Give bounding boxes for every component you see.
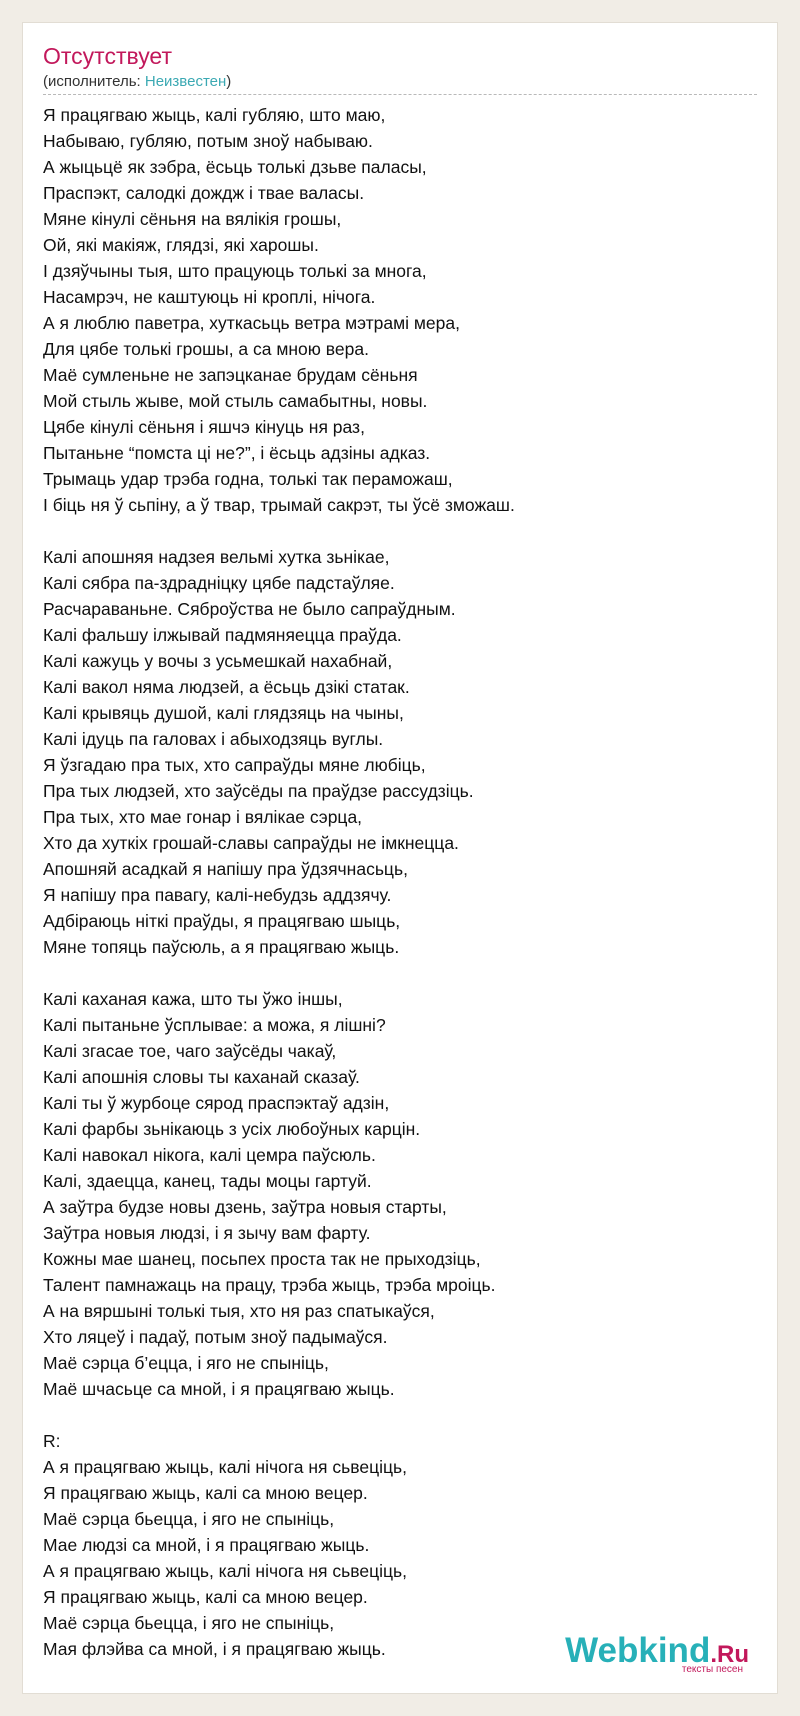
lyric-line: Я працягваю жыць, калі са мною вецер. <box>43 1483 368 1503</box>
title-divider <box>43 94 757 95</box>
brand-tagline: тексты песен <box>681 1664 743 1675</box>
brand-name-text: Webkind <box>565 1631 711 1670</box>
lyric-line: Набываю, губляю, потым зноў набываю. <box>43 131 373 151</box>
lyric-line: Праспэкт, салодкі дождж і твае валасы. <box>43 183 365 203</box>
lyric-line: А жыцьцё як зэбра, ёсьць толькі дзьве паласы, <box>43 157 427 177</box>
lyric-line: Калі згасае тое, чаго заўсёды чакаў, <box>43 1041 337 1061</box>
stanza-gap <box>43 518 759 544</box>
lyric-line: Кожны мае шанец, посьпех проста так не прыходзіць, <box>43 1249 481 1269</box>
lyric-line: Мае людзі са мной, і я працягваю жыць. <box>43 1535 370 1555</box>
lyric-line: Пытаньне “помста ці не?”, і ёсьць адзіны адказ. <box>43 443 431 463</box>
lyric-line: І біць ня ў сьпіну, а ў твар, трымай сакрэт, ты ўсё зможаш. <box>43 495 515 515</box>
lyric-line: Адбіраюць ніткі праўды, я працягваю шыць, <box>43 911 401 931</box>
lyric-line: Калі кажуць у вочы з усьмешкай нахабнай, <box>43 651 393 671</box>
lyric-line: Калі вакол няма людзей, а ёсьць дзікі статак. <box>43 677 410 697</box>
lyric-line: Я ўзгадаю пра тых, хто сапраўды мяне любіць, <box>43 755 426 775</box>
artist-line <box>43 73 231 91</box>
lyric-line: Мяне кінулі сёньня на вялікія грошы, <box>43 209 342 229</box>
lyric-line: Мяне топяць паўсюль, а я працягваю жыць. <box>43 937 400 957</box>
lyric-line: Талент памнажаць на працу, трэба жыць, трэба мроіць. <box>43 1275 496 1295</box>
lyric-line: І дзяўчыны тыя, што працуюць толькі за многа, <box>43 261 427 281</box>
lyric-line: Апошняй асадкай я напішу пра ўдзячнасьць, <box>43 859 408 879</box>
lyric-line: А заўтра будзе новы дзень, заўтра новыя старты, <box>43 1197 447 1217</box>
lyric-line: Трымаць удар трэба годна, толькі так пераможаш, <box>43 469 453 489</box>
lyric-line: Я напішу пра павагу, калі-небудзь аддзячу. <box>43 885 392 905</box>
lyric-line: Калі крывяць душой, калі глядзяць на чыны, <box>43 703 404 723</box>
lyric-line: Хто ляцеў і падаў, потым зноў падымаўся. <box>43 1327 388 1347</box>
lyric-line: А я працягваю жыць, калі нічога ня сьвеціць, <box>43 1561 408 1581</box>
artist-suffix: ) <box>226 73 232 90</box>
lyric-line: Расчараваньне. Сяброўства не было сапраўдным. <box>43 599 456 619</box>
lyric-line: А я працягваю жыць, калі нічога ня сьвеціць, <box>43 1457 408 1477</box>
lyric-line: Калі апошнія словы ты каханай сказаў. <box>43 1067 360 1087</box>
lyric-line: Пра тых, хто мае гонар і вялікае сэрца, <box>43 807 363 827</box>
stanza-gap <box>43 960 759 986</box>
lyric-line: Цябе кінулі сёньня і яшчэ кінуць ня раз, <box>43 417 365 437</box>
brand-logo[interactable] <box>565 1633 749 1673</box>
stanza-gap <box>43 1402 759 1428</box>
lyric-line: Калі навокал нікога, калі цемра паўсюль. <box>43 1145 376 1165</box>
lyric-line: Я працягваю жыць, калі губляю, што маю, <box>43 105 386 125</box>
brand-suffix: .Ru <box>710 1641 749 1668</box>
lyric-line: Калі каханая кажа, што ты ўжо іншы, <box>43 989 343 1009</box>
lyric-line: Калі фальшу ілжывай падмяняецца праўда. <box>43 625 402 645</box>
lyric-line: Для цябе толькі грошы, а са мною вера. <box>43 339 369 359</box>
lyric-line: Калі ідуць па галовах і абыходзяць вуглы. <box>43 729 384 749</box>
lyrics-card <box>22 22 778 1694</box>
lyric-line: Хто да хуткіх грошай-славы сапраўды не імкнецца. <box>43 833 459 853</box>
lyric-line: Мой стыль жыве, мой стыль самабытны, новы. <box>43 391 428 411</box>
lyric-line: Калі, здаецца, канец, тады моцы гартуй. <box>43 1171 372 1191</box>
song-title: Отсутствует <box>43 43 172 69</box>
lyric-line: Ой, які макіяж, глядзі, які харошы. <box>43 235 319 255</box>
lyric-line: Маё сэрца б’ецца, і яго не спыніць, <box>43 1353 329 1373</box>
lyric-line: Пра тых людзей, хто заўсёды па праўдзе рассудзіць. <box>43 781 474 801</box>
lyric-line: Калі фарбы зьнікаюць з усіх любоўных карцін. <box>43 1119 421 1139</box>
lyric-line: Насамрэч, не каштуюць ні кроплі, нічога. <box>43 287 376 307</box>
lyric-line: Мая флэйва са мной, і я працягваю жыць. <box>43 1639 386 1659</box>
lyric-line: Маё шчасьце са мной, і я працягваю жыць. <box>43 1379 395 1399</box>
lyric-line: Калі пытаньне ўсплывае: а можа, я лішні? <box>43 1015 386 1035</box>
lyric-line: Калі ты ў журбоце сярод праспэктаў адзін, <box>43 1093 390 1113</box>
lyric-line: R: <box>43 1431 61 1451</box>
lyric-line: Маё сумленьне не запэцканае брудам сёньня <box>43 365 418 385</box>
artist-link[interactable]: Неизвестен <box>144 73 227 90</box>
lyric-line: Калі сябра па-здрадніцку цябе падстаўляе. <box>43 573 395 593</box>
lyric-line: Калі апошняя надзея вельмі хутка зьнікае, <box>43 547 390 567</box>
lyric-line: Маё сэрца бьецца, і яго не спыніць, <box>43 1509 335 1529</box>
lyric-line: Маё сэрца бьецца, і яго не спыніць, <box>43 1613 335 1633</box>
artist-prefix: (исполнитель: <box>43 73 145 90</box>
lyric-line: Я працягваю жыць, калі са мною вецер. <box>43 1587 368 1607</box>
lyric-line: А я люблю паветра, хуткасьць ветра мэтрамі мера, <box>43 313 460 333</box>
lyrics-body <box>43 102 759 1662</box>
lyric-line: А на вяршыні толькі тыя, хто ня раз спатыкаўся, <box>43 1301 435 1321</box>
lyric-line: Заўтра новыя людзі, і я зычу вам фарту. <box>43 1223 371 1243</box>
